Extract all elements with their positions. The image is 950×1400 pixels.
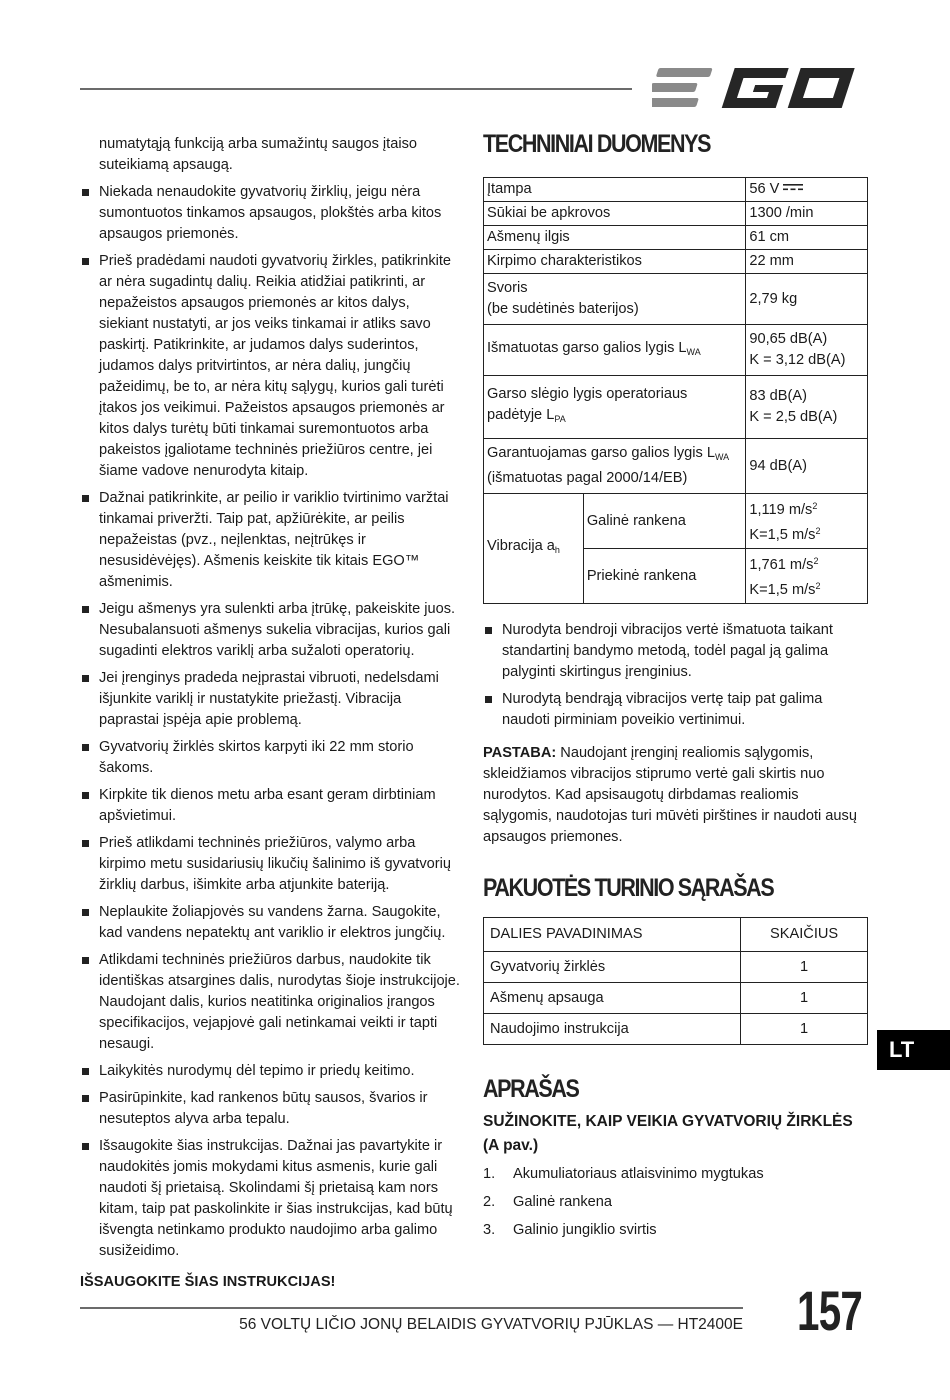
table-header-row (484, 918, 868, 952)
bullet-item: Laikykitės nurodymų dėl tepimo ir priedų keitimo. (80, 1061, 462, 1082)
spec-label: Svoris (be sudėtinės baterijos) (484, 274, 746, 325)
spec-value: 90,65 dB(A) K = 3,12 dB(A) (746, 325, 868, 376)
bullet-item: Kirpkite tik dienos metu arba esant geram dirbtiniam apšvietimui. (80, 785, 462, 827)
parts-list (483, 1164, 868, 1241)
bullet-item: Jeigu ašmenys yra sulenkti arba įtrūkę, pakeiskite juos. Nesubalansuoti ašmenys sukelia vibracijas, kurios gali sugadinti elektros variklį arba sužaloti operatorių. (80, 599, 462, 662)
spec-value: 1,119 $m/s^2$ K=1,5 $m/s^2$ (746, 494, 868, 549)
column-header: SKAIČIUS (741, 918, 868, 952)
bullet-item: Jei įrenginys pradeda neįprastai vibruoti, nedelsdami išjunkite variklį ir nustatykite priežastį. Vibracija paprastai įspėja apie problemą. (80, 668, 462, 731)
description-heading: APRAŠAS (483, 1075, 579, 1103)
note-paragraph (483, 743, 868, 848)
bullet-item: Niekada nenaudokite gyvatvorių žirklių, jeigu nėra sumontuotos tinkamos apsaugos, plokštės arba kitos apsaugos priemonės. (80, 182, 462, 245)
spec-value: 2,79 kg (746, 274, 868, 325)
bullet-item: Nurodytą bendrąją vibracijos vertę taip pat galima naudoti pirminiam poveikio vertinimui. (483, 689, 868, 731)
spec-label: Ašmenų ilgis (484, 226, 746, 250)
bullet-item: Prieš pradėdami naudoti gyvatvorių žirkles, patikrinkite ar nėra sugadintų dalių. Reikia atidžiai patikrinti, ar nepažeistos apsaugos priemonės ar kitos dalys, siekiant nustatyti, ar jos veiks tinkamai ir atliks savo paskirtį. Patikrinkite, ar judamos dalys suderintos, judamos dalys pritvirtintos, ar nėra dalių, jungčių pažeidimų, be to, ar nėra kitų sąlygų, kurios gali turėti įtakos jos veikimui. Pažeistos apsaugos priemonės ar kitos dalys turėtų būti tinkamai suremontuotos arba pakeistos įgaliotame techninės priežiūros centre, jei šiame vadove nenurodyta kitaip. (80, 251, 462, 482)
dc-current-icon (783, 184, 803, 192)
safety-bullet-list (80, 182, 462, 1262)
spec-sublabel: Galinė rankena (583, 494, 746, 549)
table-row (484, 376, 868, 439)
packing-table (483, 917, 868, 1045)
table-row (484, 983, 868, 1014)
spec-label: Garantuojamas garso galios lygis $L_{WA}$ (išmatuotas pagal 2000/14/EB) (484, 439, 746, 494)
bullet-item: Prieš atlikdami techninės priežiūros, valymo arba kirpimo metu susidariusių likučių šalinimo iš gyvatvorių žirklių darbus, išimkite arba atjunkite bateriją. (80, 833, 462, 896)
table-row (484, 325, 868, 376)
footer-title: 56 VOLTŲ LIČIO JONŲ BELAIDIS GYVATVORIŲ PJŪKLAS — HT2400E (239, 1316, 743, 1333)
table-row (484, 202, 868, 226)
bullet-item: Gyvatvorių žirklės skirtos karpyti iki 22 mm storio šakoms. (80, 737, 462, 779)
ego-logo (652, 64, 862, 112)
table-row (484, 226, 868, 250)
part-qty: 1 (741, 1014, 868, 1045)
bullet-item: Dažnai patikrinkite, ar peilio ir variklio tvirtinimo varžtai tinkamai priveržti. Taip pat, apžiūrėkite, ar peilis nepažeistas (pvz., neįlenktas, neįtrūkęs ir nesusidėvėjęs). Ašmenis keiskite tik kitais EGO™ ašmenimis. (80, 488, 462, 593)
column-header: DALIES PAVADINIMAS (484, 918, 741, 952)
tech-data-heading: TECHNINIAI DUOMENYS (483, 130, 711, 158)
part-name: Gyvatvorių žirklės (484, 952, 741, 983)
footer-rule (80, 1307, 743, 1309)
table-row (484, 250, 868, 274)
spec-value: 1300 /min (746, 202, 868, 226)
note-text: Naudojant įrenginį realiomis sąlygomis, skleidžiamos vibracijos stiprumo vertė gali skirtis nuo nurodytos. Kad apsisaugotų dirbdamas realiomis sąlygomis, naudotojas turi mūvėti pirštines ir naudoti ausų apsaugos priemones. (483, 745, 857, 845)
bullet-item: Pasirūpinkite, kad rankenos būtų sausos, švarios ir nesuteptos alyva arba tepalu. (80, 1088, 462, 1130)
table-row (484, 274, 868, 325)
spec-value: 83 dB(A) K = 2,5 dB(A) (746, 376, 868, 439)
spec-table (483, 177, 868, 604)
spec-label: Sūkiai be apkrovos (484, 202, 746, 226)
bullet-item: Atlikdami techninės priežiūros darbus, naudokite tik identiškas atsargines dalis, nurodytas šioje instrukcijoje. Naudojant dalis, kurios neatitinka originalios įrangos specifikacijos, vejapjovė gali netinkamai veikti ir tapti nesaugi. (80, 950, 462, 1055)
list-item: 2. Galinė rankena (483, 1194, 612, 1210)
spec-label: Garso slėgio lygis operatoriaus padėtyje $L_{PA}$ (484, 376, 746, 439)
table-row (484, 952, 868, 983)
part-qty: 1 (741, 952, 868, 983)
part-qty: 1 (741, 983, 868, 1014)
vibration-notes-list (483, 620, 868, 731)
spec-label: Kirpimo charakteristikos (484, 250, 746, 274)
list-item: 3. Galinio jungiklio svirtis (483, 1222, 657, 1238)
table-row (484, 439, 868, 494)
list-item: 1. Akumuliatoriaus atlaisvinimo mygtukas (483, 1166, 764, 1182)
table-row (484, 1014, 868, 1045)
spec-value: 94 dB(A) (746, 439, 868, 494)
part-name: Ašmenų apsauga (484, 983, 741, 1014)
spec-label: Išmatuotas garso galios lygis $L_{WA}$ (484, 325, 746, 376)
part-name: Naudojimo instrukcija (484, 1014, 741, 1045)
left-column (80, 134, 462, 1293)
continuation-text: numatytąją funkciją arba sumažintų saugos įtaiso suteikiamą apsaugą. (99, 136, 417, 173)
spec-sublabel: Priekinė rankena (583, 549, 746, 604)
save-instructions-heading: IŠSAUGOKITE ŠIAS INSTRUKCIJAS! (80, 1274, 336, 1290)
spec-value: 22 mm (746, 250, 868, 274)
spec-value: 61 cm (746, 226, 868, 250)
bullet-item: Išsaugokite šias instrukcijas. Dažnai jas pavartykite ir naudokitės jomis mokydami kitus asmenis, kurie gali naudoti šį prietaisą. Skolindami šį prietaisą kam nors kitam, taip pat paskolinkite ir šias instrukcijas, kad būtų išvengta netinkamo produkto naudojimo arba galimo susižeidimo. (80, 1136, 462, 1262)
spec-value: 56 V (746, 178, 868, 202)
right-column (483, 130, 868, 1248)
header-rule (80, 88, 632, 90)
table-row (484, 178, 868, 202)
spec-value: 1,761 $m/s^2$ K=1,5 $m/s^2$ (746, 549, 868, 604)
page-number: 157 (797, 1279, 863, 1342)
table-row (484, 494, 868, 549)
packing-list-heading: PAKUOTĖS TURINIO SĄRAŠAS (483, 874, 774, 902)
spec-label: Įtampa (484, 178, 746, 202)
spec-label: Vibracija $a_h$ (484, 494, 584, 604)
description-subheading: SUŽINOKITE, KAIP VEIKIA GYVATVORIŲ ŽIRKLĖS (A pav.) (483, 1113, 853, 1154)
note-label: PASTABA: (483, 745, 557, 761)
bullet-item: Nurodyta bendroji vibracijos vertė išmatuota taikant standartinį bandymo metodą, todėl pagal ją galima palyginti skirtingus įrenginius. (483, 620, 868, 683)
bullet-item: Neplaukite žoliapjovės su vandens žarna. Saugokite, kad vandens nepatektų ant variklio ir elektros jungčių. (80, 902, 462, 944)
language-tab: LT (877, 1030, 950, 1070)
